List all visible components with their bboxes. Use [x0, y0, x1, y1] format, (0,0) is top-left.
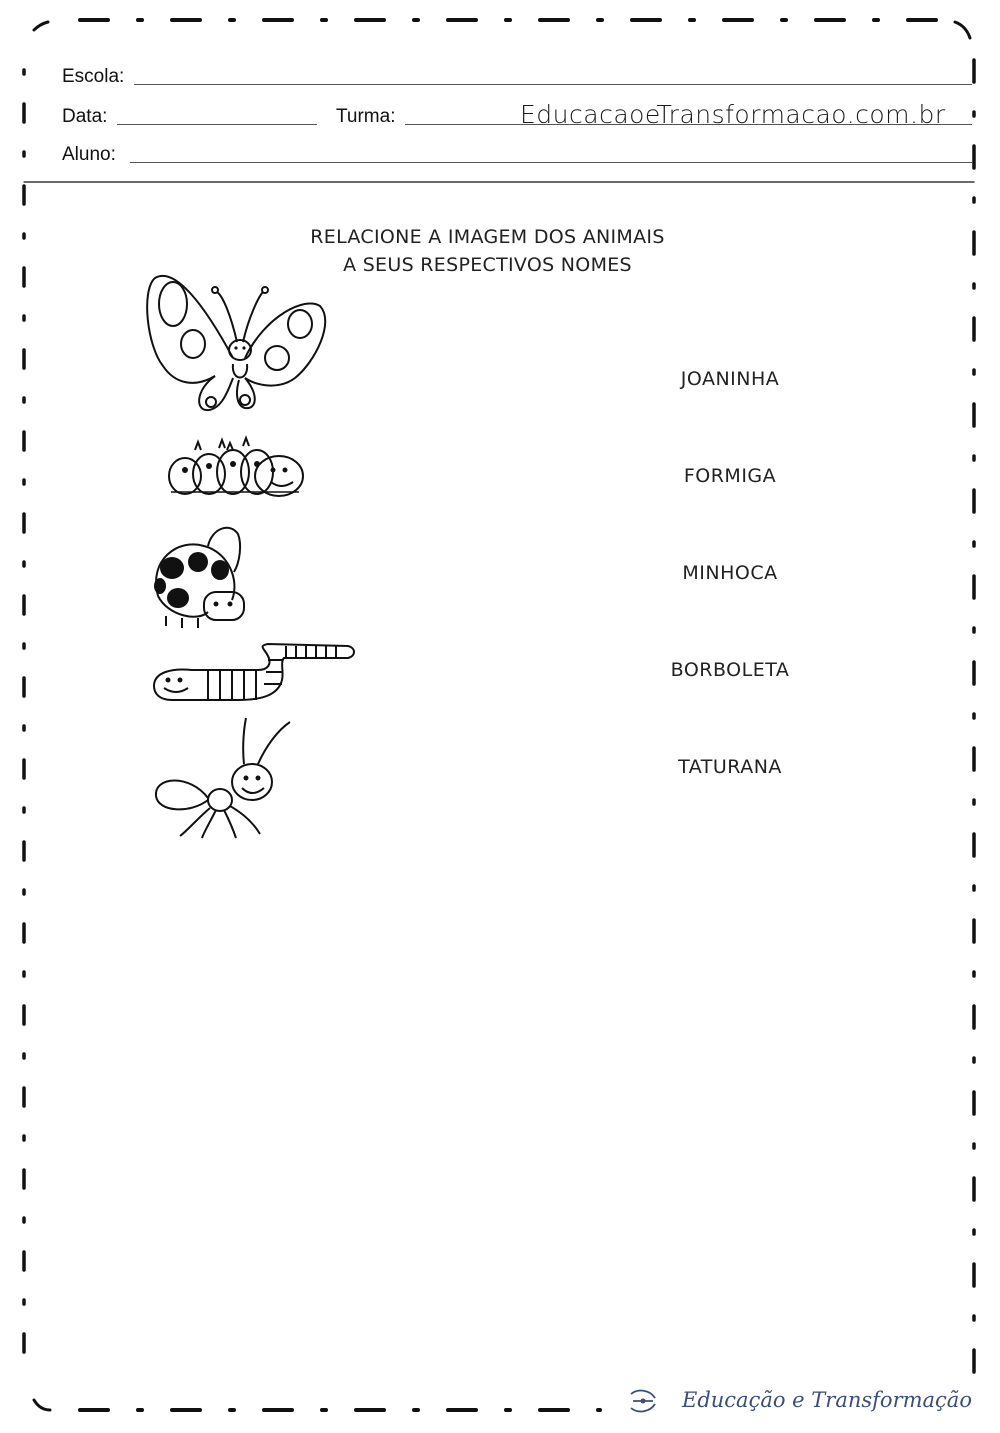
data-input-line[interactable]	[117, 124, 317, 125]
animal-name-joaninha: JOANINHA	[680, 368, 780, 390]
ladybug-drawing	[148, 520, 253, 632]
activity-title-line1: RELACIONE A IMAGEM DOS ANIMAIS	[310, 226, 665, 248]
animal-name-formiga: FORMIGA	[683, 465, 777, 487]
aluno-input-line[interactable]	[130, 162, 972, 163]
brand-logo-icon	[628, 1386, 658, 1416]
data-label: Data:	[62, 106, 108, 127]
turma-label: Turma:	[336, 106, 396, 127]
aluno-label: Aluno:	[62, 144, 116, 165]
animal-name-taturana: TATURANA	[678, 756, 782, 778]
footer-brand-text: Educação e Transformação	[682, 1388, 972, 1412]
caterpillar-drawing	[165, 432, 310, 502]
worm-drawing	[148, 638, 358, 708]
escola-label: Escola:	[62, 66, 125, 87]
animal-name-minhoca: MINHOCA	[682, 562, 778, 584]
butterfly-drawing	[145, 266, 330, 416]
ant-drawing	[150, 716, 300, 842]
animal-name-borboleta: BORBOLETA	[670, 659, 790, 681]
website-text: EducacaoeTransformacao.com.br	[520, 100, 946, 129]
escola-input-line[interactable]	[134, 84, 972, 85]
activity-title-line2: A SEUS RESPECTIVOS NOMES	[343, 254, 632, 276]
